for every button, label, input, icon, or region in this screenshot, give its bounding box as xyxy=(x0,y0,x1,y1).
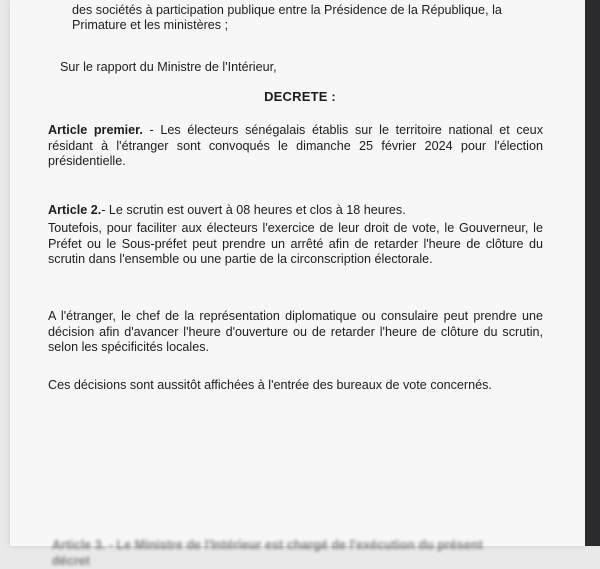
rapport-line: Sur le rapport du Ministre de l'Intérieur, xyxy=(60,60,277,74)
article-2-paragraph-4: Ces décisions sont aussitôt affichées à l'entrée des bureaux de vote concernés. xyxy=(48,378,492,392)
article-1 xyxy=(48,123,543,170)
article-2-first-line xyxy=(48,203,543,219)
intro-line-1: des sociétés à participation publique entre la Présidence de la République, la xyxy=(72,3,502,17)
article-2-label: Article 2. xyxy=(48,203,102,217)
article-2-paragraph-3: A l'étranger, le chef de la représentation diplomatique ou consulaire peut prendre une décision afin d'avancer l'heure d'ouverture ou de retarder l'heure de clôture du scrutin, selon les spécificités locales. xyxy=(48,309,543,355)
article-2-text: - Le scrutin est ouvert à 08 heures et clos à 18 heures. xyxy=(101,203,406,217)
article-1-text: - Les électeurs sénégalais établis sur le territoire national et ceux résidant à l'étranger sont convoqués le dimanche 25 février 2024 pour l'élection présidentielle. xyxy=(48,123,543,169)
next-article-cutoff: Article 3. - Le Ministre de l'Intérieur est chargé de l'exécution du présent décret xyxy=(52,538,483,568)
article-2-paragraph-2: Toutefois, pour faciliter aux électeurs l'exercice de leur droit de vote, le Gouverneur, le Préfet ou le Sous-préfet peut prendre un arrêté afin de retarder l'heure de clôture du scrutin dans l'ensemble ou une partie de la circonscription électorale. xyxy=(48,221,543,267)
decree-heading: DECRETE : xyxy=(264,89,336,104)
article-1-label: Article premier. xyxy=(48,123,143,137)
background-edge xyxy=(585,0,600,546)
intro-line-2: Primature et les ministères ; xyxy=(72,18,229,32)
